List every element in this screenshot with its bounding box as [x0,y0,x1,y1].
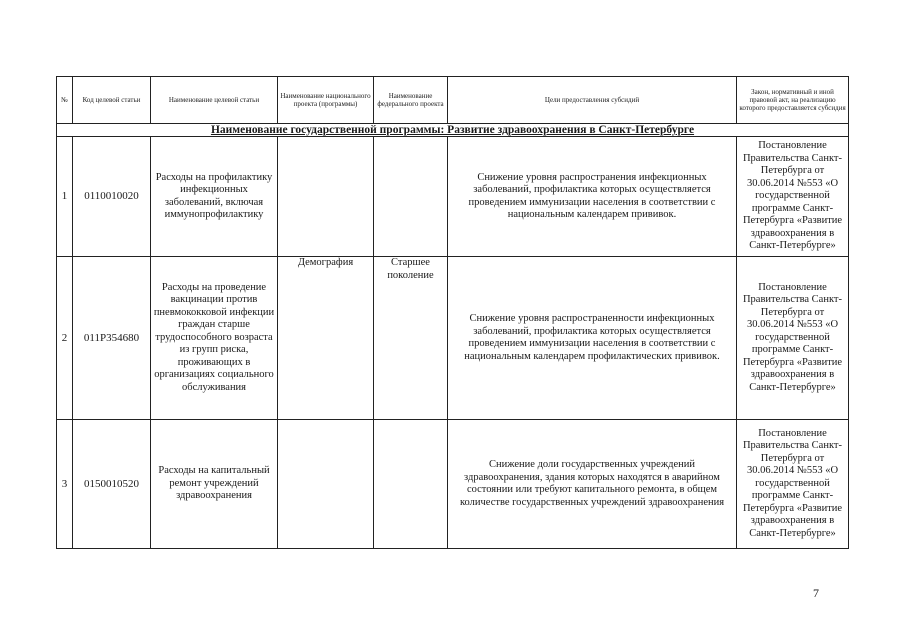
row-num: 1 [57,137,73,257]
header-legal-act: Закон, нормативный и иной правовой акт, на реализацию которого предоставляется субсидия [737,77,849,124]
row-name: Расходы на профилактику инфекционных заболеваний, включая иммунопрофилактику [151,137,278,257]
row-national-project: Демография [278,257,374,420]
row-federal-project [374,137,448,257]
row-legal-act: Постановление Правительства Санкт-Петербурга от 30.06.2014 №553 «О государственной программе Санкт-Петербурга «Развитие здравоохранения в Санкт-Петербурге» [737,137,849,257]
row-goals: Снижение доли государственных учреждений здравоохранения, здания которых находятся в аварийном состоянии или требуют капитального ремонта, в общем количестве государственных учреждений здравоохранения [448,420,737,549]
header-goals: Цели предоставления субсидий [448,77,737,124]
row-name: Расходы на капитальный ремонт учреждений здравоохранения [151,420,278,549]
row-federal-project: Старшее поколение [374,257,448,420]
row-code: 0110010020 [73,137,151,257]
table-row [57,420,849,549]
row-code: 0150010520 [73,420,151,549]
row-goals: Снижение уровня распространенности инфекционных заболеваний, профилактика которых осуществляется проведением иммунизации населения в соответствии с национальным календарем профилактических прививок. [448,257,737,420]
row-legal-act: Постановление Правительства Санкт-Петербурга от 30.06.2014 №553 «О государственной программе Санкт-Петербурга «Развитие здравоохранения в Санкт-Петербурге» [737,257,849,420]
row-num: 2 [57,257,73,420]
row-national-project [278,420,374,549]
table-header-row [57,77,849,124]
header-code: Код целевой статьи [73,77,151,124]
subsidy-table [56,76,849,549]
program-title: Наименование государственной программы: Развитие здравоохранения в Санкт-Петербурге [57,124,849,137]
page-number: 7 [813,586,819,600]
row-national-project [278,137,374,257]
header-num: № [57,77,73,124]
row-federal-project [374,420,448,549]
row-name: Расходы на проведение вакцинации против пневмококковой инфекции граждан старше трудоспособного возраста из групп риска, проживающих в организациях социального обслуживания [151,257,278,420]
row-num: 3 [57,420,73,549]
program-title-row [57,124,849,137]
table-row [57,137,849,257]
header-name: Наименование целевой статьи [151,77,278,124]
table-row [57,257,849,420]
row-legal-act: Постановление Правительства Санкт-Петербурга от 30.06.2014 №553 «О государственной программе Санкт-Петербурга «Развитие здравоохранения в Санкт-Петербурге» [737,420,849,549]
header-federal-project: Наименование федерального проекта [374,77,448,124]
header-national-project: Наименование национального проекта (программы) [278,77,374,124]
row-code: 011P354680 [73,257,151,420]
row-goals: Снижение уровня распространения инфекционных заболеваний, профилактика которых осуществляется проведением иммунизации населения в соответствии с национальным календарем прививок. [448,137,737,257]
